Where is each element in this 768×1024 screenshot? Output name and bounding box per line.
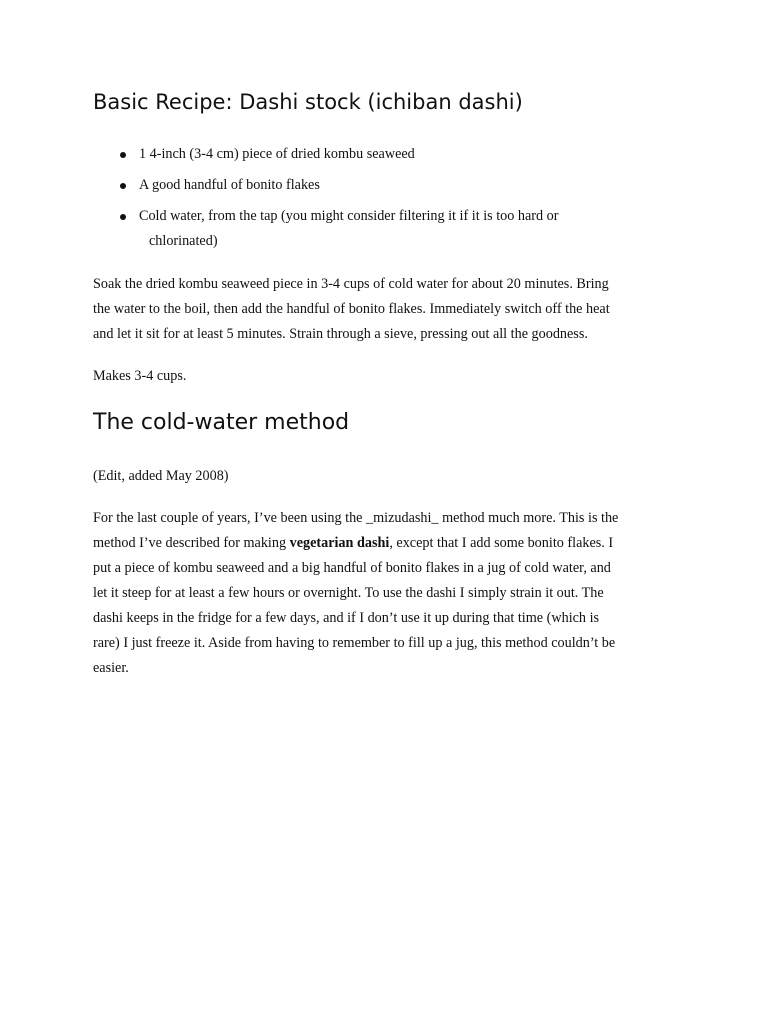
- paragraph-line: dashi keeps in the fridge for a few days, and if I don’t use it up during that time (which is: [93, 610, 600, 626]
- edit-note: (Edit, added May 2008): [93, 468, 229, 484]
- paragraph-line: easier.: [93, 660, 129, 676]
- yield-text: Makes 3-4 cups.: [93, 368, 187, 384]
- bullet-icon: [120, 214, 126, 220]
- paragraph-text: method I’ve described for making: [93, 535, 290, 551]
- bullet-icon: [120, 183, 126, 189]
- paragraph-text: , except that I add some bonito flakes. I: [389, 535, 614, 551]
- paragraph-line: Soak the dried kombu seaweed piece in 3-4 cups of cold water for about 20 minutes. Bring: [93, 276, 609, 292]
- ingredient-text: A good handful of bonito flakes: [139, 177, 320, 193]
- paragraph-line: For the last couple of years, I’ve been using the _mizudashi_ method much more. This is the: [93, 510, 619, 526]
- instructions-paragraph: [93, 272, 663, 347]
- ingredient-text: 1 4-inch (3-4 cm) piece of dried kombu seaweed: [139, 146, 415, 162]
- paragraph-line: let it steep for at least a few hours or overnight. To use the dashi I simply strain it out. The: [93, 585, 604, 601]
- paragraph-line: put a piece of kombu seaweed and a big handful of bonito flakes in a jug of cold water, and: [93, 560, 611, 576]
- list-item: [120, 173, 640, 198]
- vegetarian-dashi-link: vegetarian dashi: [289, 535, 390, 551]
- paragraph-line: rare) I just freeze it. Aside from having to remember to fill up a jug, this method couldn’t be: [93, 635, 616, 651]
- ingredient-text-continued: chlorinated): [149, 233, 218, 249]
- ingredient-text: Cold water, from the tap (you might consider filtering it if it is too hard or: [139, 208, 559, 224]
- ingredient-list: [120, 142, 640, 260]
- bullet-icon: [120, 152, 126, 158]
- method-paragraph: [93, 506, 673, 681]
- list-item: [120, 204, 640, 254]
- paragraph-line: [93, 531, 673, 556]
- paragraph-line: the water to the boil, then add the handful of bonito flakes. Immediately switch off the heat: [93, 301, 610, 317]
- paragraph-line: and let it sit for at least 5 minutes. Strain through a sieve, pressing out all the goodness.: [93, 326, 588, 342]
- recipe-title: Basic Recipe: Dashi stock (ichiban dashi): [93, 90, 523, 114]
- list-item: [120, 142, 640, 167]
- section-heading: The cold-water method: [93, 410, 350, 435]
